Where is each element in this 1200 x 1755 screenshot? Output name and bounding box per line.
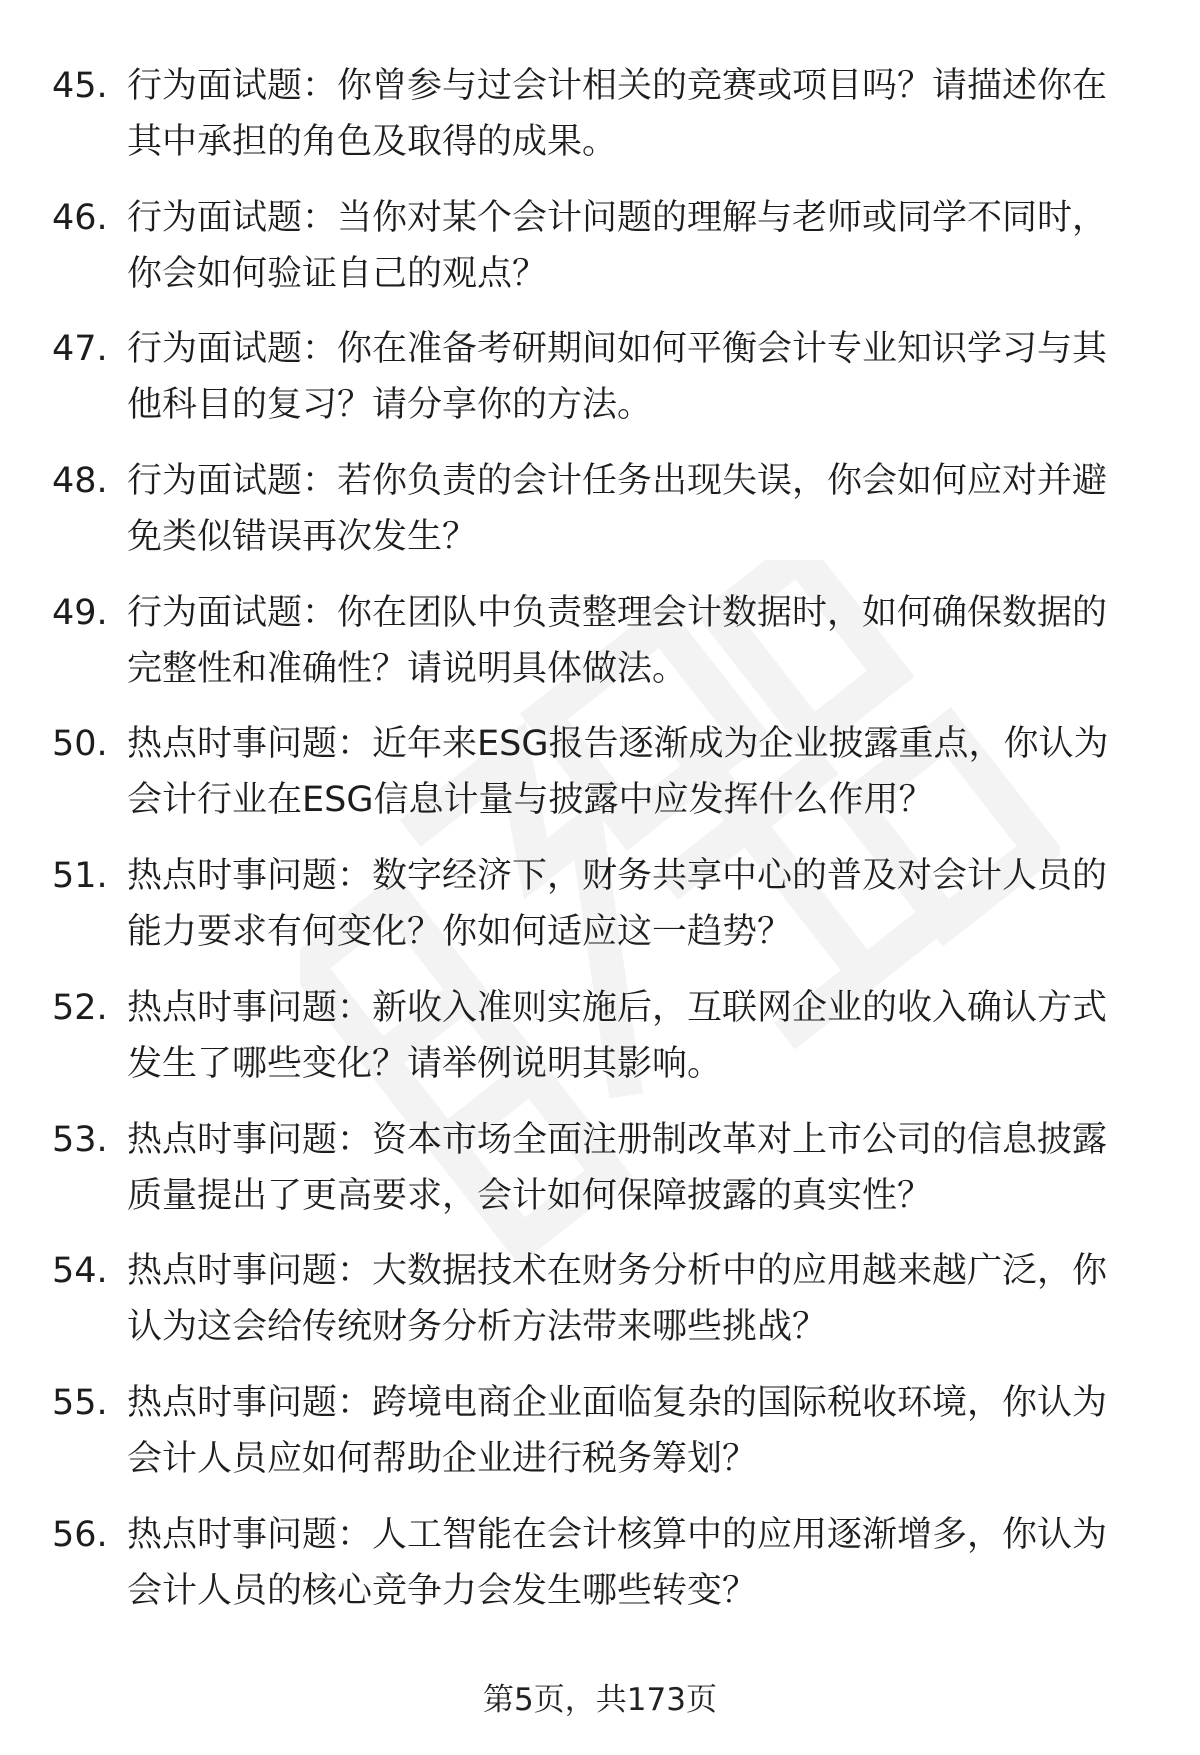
question-item-50 — [0, 716, 1200, 844]
question-item-55 — [0, 1375, 1200, 1503]
question-text-50: 热点时事问题：近年来ESG报告逐渐成为企业披露重点，你认为会计行业在ESG信息计量与披露中应发挥什么作用？ — [127, 724, 1109, 821]
question-text-49: 行为面试题：你在团队中负责整理会计数据时，如何确保数据的完整性和准确性？请说明具体做法。 — [127, 592, 1108, 689]
question-text-47: 行为面试题：你在准备考研期间如何平衡会计专业知识学习与其他科目的复习？请分享你的方法。 — [127, 329, 1108, 426]
question-item-49 — [0, 585, 1200, 713]
question-list — [0, 58, 1200, 1638]
question-text-51: 热点时事问题：数字经济下，财务共享中心的普及对会计人员的能力要求有何变化？你如何适应这一趋势？ — [127, 856, 1108, 953]
question-number-52: 52. — [52, 987, 108, 1028]
question-item-51 — [0, 848, 1200, 976]
question-number-46: 46. — [52, 197, 108, 238]
question-item-46 — [0, 190, 1200, 318]
question-text-53: 热点时事问题：资本市场全面注册制改革对上市公司的信息披露质量提出了更高要求，会计如何保障披露的真实性？ — [127, 1119, 1108, 1216]
question-item-47 — [0, 321, 1200, 449]
question-number-53: 53. — [52, 1119, 108, 1160]
question-number-48: 48. — [52, 461, 108, 502]
page-footer — [0, 1680, 1200, 1720]
question-text-56: 热点时事问题：人工智能在会计核算中的应用逐渐增多，你认为会计人员的核心竞争力会发生哪些转变？ — [127, 1514, 1108, 1611]
question-number-50: 50. — [52, 724, 108, 765]
question-item-56 — [0, 1507, 1200, 1635]
question-text-45: 行为面试题：你曾参与过会计相关的竞赛或项目吗？请描述你在其中承担的角色及取得的成果。 — [127, 66, 1108, 162]
question-number-54: 54. — [52, 1251, 108, 1292]
question-item-45 — [0, 58, 1200, 186]
page-number-text: 第5页，共173页 — [483, 1682, 717, 1718]
question-number-45: 45. — [52, 66, 108, 106]
question-text-55: 热点时事问题：跨境电商企业面临复杂的国际税收环境，你认为会计人员应如何帮助企业进行税务筹划？ — [127, 1382, 1108, 1479]
question-item-48 — [0, 453, 1200, 581]
question-number-51: 51. — [52, 856, 108, 897]
question-text-46: 行为面试题：当你对某个会计问题的理解与老师或同学不同时，你会如何验证自己的观点？ — [127, 197, 1108, 294]
question-number-55: 55. — [52, 1382, 108, 1423]
question-number-47: 47. — [52, 329, 108, 370]
question-item-53 — [0, 1112, 1200, 1240]
question-item-52 — [0, 980, 1200, 1108]
question-text-54: 热点时事问题：大数据技术在财务分析中的应用越来越广泛，你认为这会给传统财务分析方法带来哪些挑战？ — [127, 1251, 1108, 1348]
question-number-56: 56. — [52, 1514, 108, 1555]
question-text-52: 热点时事问题：新收入准则实施后，互联网企业的收入确认方式发生了哪些变化？请举例说明其影响。 — [127, 987, 1108, 1084]
question-number-49: 49. — [52, 592, 108, 633]
question-text-48: 行为面试题：若你负责的会计任务出现失误，你会如何应对并避免类似错误再次发生？ — [127, 461, 1108, 558]
question-item-54 — [0, 1243, 1200, 1371]
